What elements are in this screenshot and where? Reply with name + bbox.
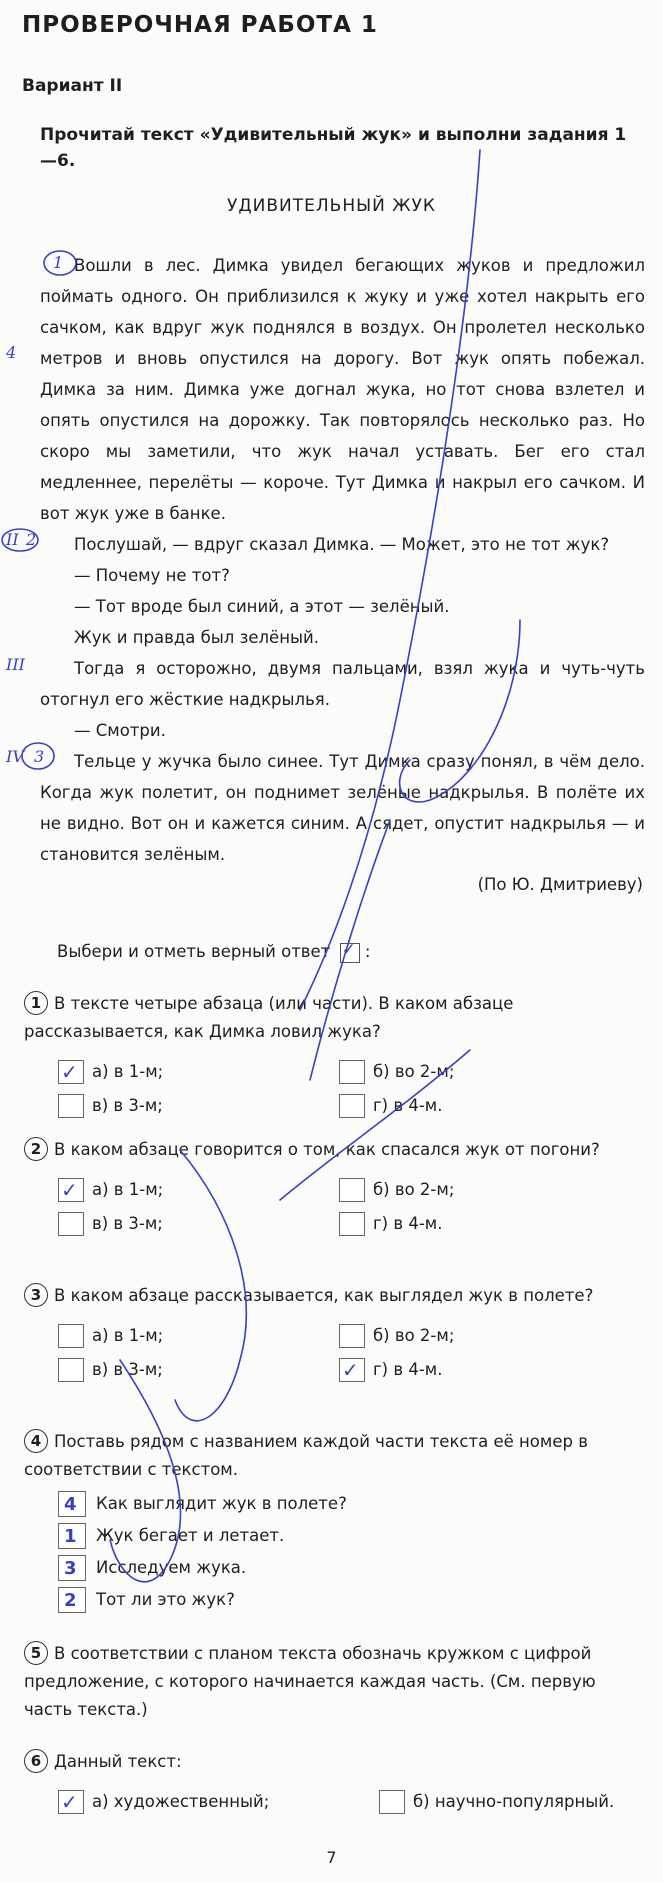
check-icon: ✓ bbox=[61, 1178, 78, 1202]
story-paragraph: Тельце у жучка было синее. Тут Димка сразу понял, в чём дело. Когда жук полетит, он поднимет зелёные надкрылья. В полёте их не видно. Вот он и кажется синим. А сядет, опустит надкрылья — и становится зелёным. bbox=[40, 752, 645, 864]
margin-note: II bbox=[6, 530, 19, 549]
answer-checkbox[interactable] bbox=[58, 1212, 84, 1236]
story-paragraph: Вошли в лес. Димка увидел бегающих жуков и предложил поймать одного. Он приблизился к жуку и уже хотел накрыть его сачком, как вдруг жук поднялся в воздух. Он пролетел несколько метров и вновь опустился на дорогу. Вот жук опять побежал. Димка за ним. Димка уже догнал жука, но тот снова взлетел и опять опустился на дорожку. Так повторялось несколько раз. Но скоро мы заметили, что жук начал уставать. Бег его стал медленнее, перелёты — короче. Тут Димка и накрыл его сачком. И вот жук уже в банке. bbox=[40, 256, 645, 523]
option-a[interactable]: ✓ а) художественный; bbox=[58, 1788, 269, 1816]
check-icon: ✓ bbox=[61, 1790, 78, 1814]
check-icon: ✓ bbox=[342, 1358, 359, 1382]
story-paragraph: — Почему не тот? bbox=[74, 566, 230, 585]
question-text: Данный текст: bbox=[54, 1752, 182, 1771]
answer-checkbox[interactable] bbox=[58, 1094, 84, 1118]
margin-note: III bbox=[6, 655, 25, 674]
option-b[interactable]: б) во 2-м; bbox=[339, 1176, 454, 1204]
story-paragraph: — Смотри. bbox=[74, 721, 166, 740]
answer-checkbox[interactable] bbox=[339, 1212, 365, 1236]
question-number: 2 bbox=[24, 1137, 48, 1161]
question-number: 6 bbox=[24, 1749, 48, 1773]
story-text bbox=[40, 250, 645, 870]
option-a[interactable]: а) в 1-м; bbox=[58, 1322, 163, 1350]
answer-checkbox[interactable] bbox=[58, 1060, 84, 1084]
plan-item[interactable]: 3 Исследуем жука. bbox=[58, 1552, 644, 1584]
option-b[interactable]: б) во 2-м; bbox=[339, 1058, 454, 1086]
margin-note: 1 bbox=[53, 253, 64, 272]
answer-checkbox[interactable] bbox=[58, 1790, 84, 1814]
plan-item[interactable]: 1 Жук бегает и летает. bbox=[58, 1520, 644, 1552]
plan-number-box[interactable]: 1 bbox=[58, 1523, 86, 1549]
margin-note: IV bbox=[6, 747, 24, 766]
option-b[interactable]: б) научно-популярный. bbox=[379, 1788, 614, 1816]
option-c[interactable]: в) в 3-м; bbox=[58, 1356, 163, 1384]
question-number: 5 bbox=[24, 1641, 48, 1665]
story-paragraph: — Тот вроде был синий, а этот — зелёный. bbox=[74, 597, 450, 616]
option-b[interactable]: б) во 2-м; bbox=[339, 1322, 454, 1350]
question-number: 1 bbox=[24, 991, 48, 1015]
margin-note: 3 bbox=[34, 747, 45, 766]
story-source: (По Ю. Дмитриеву) bbox=[477, 875, 643, 894]
plan-item[interactable]: 4 Как выглядит жук в полете? bbox=[58, 1488, 644, 1520]
question-text: В тексте четыре абзаца (или части). В каком абзаце рассказывается, как Димка ловил жука? bbox=[24, 994, 514, 1041]
question-text: В каком абзаце говорится о том, как спасался жук от погони? bbox=[54, 1140, 600, 1159]
answer-checkbox[interactable] bbox=[339, 1060, 365, 1084]
option-d[interactable]: г) в 4-м. bbox=[339, 1210, 442, 1238]
option-c[interactable]: в) в 3-м; bbox=[58, 1210, 163, 1238]
answer-checkbox[interactable] bbox=[339, 1358, 365, 1382]
plan-number-box[interactable]: 4 bbox=[58, 1491, 86, 1517]
sample-check-box bbox=[340, 939, 360, 963]
question-text: Поставь рядом с названием каждой части текста её номер в соответствии с текстом. bbox=[24, 1432, 588, 1479]
plan-number-box[interactable]: 3 bbox=[58, 1555, 86, 1581]
question-number: 3 bbox=[24, 1283, 48, 1307]
plan-list bbox=[58, 1488, 644, 1616]
question-3 bbox=[24, 1282, 644, 1396]
instruction: Прочитай текст «Удивительный жук» и выполни задания 1—6. bbox=[40, 125, 627, 171]
answer-instruction-text: Выбери и отметь верный ответ bbox=[57, 942, 331, 961]
option-a[interactable]: ✓ а) в 1-м; bbox=[58, 1176, 163, 1204]
page-number: 7 bbox=[326, 1848, 337, 1867]
question-number: 4 bbox=[24, 1429, 48, 1453]
story-paragraph: Жук и правда был зелёный. bbox=[74, 628, 319, 647]
question-2 bbox=[24, 1136, 644, 1250]
margin-note: 4 bbox=[6, 343, 17, 362]
answer-checkbox[interactable] bbox=[58, 1324, 84, 1348]
question-1 bbox=[24, 990, 644, 1132]
question-text: В каком абзаце рассказывается, как выглядел жук в полете? bbox=[54, 1286, 594, 1305]
answer-checkbox[interactable] bbox=[339, 1324, 365, 1348]
answer-instruction: Выбери и отметь верный ответ ✓ : bbox=[57, 939, 371, 961]
page-title: ПРОВЕРОЧНАЯ РАБОТА 1 bbox=[22, 12, 378, 38]
plan-number-box[interactable]: 2 bbox=[58, 1587, 86, 1613]
question-4 bbox=[24, 1428, 644, 1616]
question-5 bbox=[24, 1640, 644, 1724]
sentence-circle bbox=[2, 529, 38, 551]
option-d[interactable]: г) в 4-м. bbox=[339, 1092, 442, 1120]
margin-note: 2 bbox=[26, 530, 37, 549]
story-paragraph: Тогда я осторожно, двумя пальцами, взял жука и чуть-чуть отогнул его жёсткие надкрылья. bbox=[40, 659, 645, 709]
variant-label: Вариант II bbox=[22, 76, 123, 96]
question-text: В соответствии с планом текста обозначь кружком с цифрой предложение, с которого начинается каждая часть. (См. первую часть текста.) bbox=[24, 1644, 596, 1719]
check-icon: ✓ bbox=[341, 939, 356, 960]
option-c[interactable]: в) в 3-м; bbox=[58, 1092, 163, 1120]
question-6 bbox=[24, 1748, 644, 1822]
answer-checkbox[interactable] bbox=[379, 1790, 405, 1814]
option-d[interactable]: ✓ г) в 4-м. bbox=[339, 1356, 442, 1384]
answer-checkbox[interactable] bbox=[339, 1094, 365, 1118]
answer-checkbox[interactable] bbox=[58, 1178, 84, 1202]
plan-item[interactable]: 2 Тот ли это жук? bbox=[58, 1584, 644, 1616]
check-icon: ✓ bbox=[61, 1060, 78, 1084]
story-paragraph: Послушай, — вдруг сказал Димка. — Может, это не тот жук? bbox=[74, 535, 610, 554]
answer-checkbox[interactable] bbox=[58, 1358, 84, 1382]
answer-checkbox[interactable] bbox=[339, 1178, 365, 1202]
option-a[interactable]: ✓ а) в 1-м; bbox=[58, 1058, 163, 1086]
story-title: УДИВИТЕЛЬНЫЙ ЖУК bbox=[227, 196, 436, 216]
